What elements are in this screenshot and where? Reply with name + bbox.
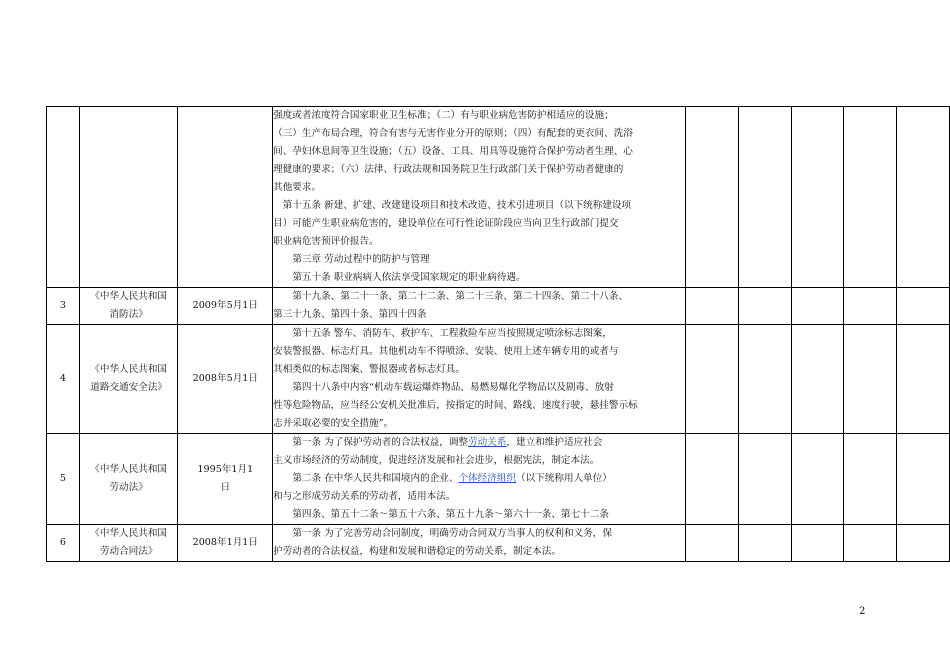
cell-effective-date: 2008年5月1日 xyxy=(178,325,273,434)
cell-clauses xyxy=(273,288,686,325)
clause-line: 强度或者浓度符合国家职业卫生标准；（二）有与职业病危害防护相适应的设施； xyxy=(273,110,614,121)
cell-empty xyxy=(791,434,844,525)
cell-number: 3 xyxy=(47,288,80,325)
cell-empty xyxy=(738,325,791,434)
clause-text: 第二条 在中华人民共和国境内的企业、 xyxy=(292,473,459,484)
law-name-line: 《中华人民共和国 xyxy=(90,364,168,375)
clause-line: 和与之形成劳动关系的劳动者，适用本法。 xyxy=(273,491,456,502)
clause-line: 理健康的要求；（六）法律、行政法规和国务院卫生行政部门关于保护劳动者健康的 xyxy=(273,164,624,175)
clause-line: 第十五条 新建、扩建、改建建设项目和技术改造、技术引进项目（以下统称建设项 xyxy=(282,200,632,211)
cell-empty xyxy=(844,107,897,288)
cell-law-name xyxy=(79,107,178,288)
cell-number: 4 xyxy=(47,325,80,434)
cell-empty xyxy=(844,434,897,525)
clause-line: 第五十条 职业病病人依法享受国家规定的职业病待遇。 xyxy=(292,272,526,283)
law-name-line: 消防法》 xyxy=(109,309,148,320)
cell-empty xyxy=(844,525,897,562)
table-row-5 xyxy=(47,434,950,525)
cell-effective-date: 2009年5月1日 xyxy=(178,288,273,325)
cell-clauses xyxy=(273,434,686,525)
individual-economic-org-link[interactable]: 个体经济组织 xyxy=(458,473,517,484)
cell-empty xyxy=(686,525,739,562)
clause-line: 其他要求。 xyxy=(273,182,322,193)
clause-line: 第三十九条、第四十条、第四十四条 xyxy=(273,309,427,320)
clause-line: （三）生产布局合理，符合有害与无害作业分开的原则；（四）有配套的更衣间、洗浴 xyxy=(273,128,633,139)
cell-empty xyxy=(897,107,950,288)
clause-line: 护劳动者的合法权益，构建和发展和谐稳定的劳动关系，制定本法。 xyxy=(273,546,561,557)
clause-line: 目）可能产生职业病危害的，建设单位在可行性论证阶段应当向卫生行政部门提交 xyxy=(273,218,619,229)
clause-line: 第一条 为了完善劳动合同制度，明确劳动合同双方当事人的权利和义务，保 xyxy=(292,528,612,539)
clause-line: 性等危险物品，应当经公安机关批准后，按指定的时间、路线、速度行驶，悬挂警示标 xyxy=(273,400,638,411)
cell-empty xyxy=(738,434,791,525)
cell-number xyxy=(47,107,80,288)
clause-line: 职业病危害预评价报告。 xyxy=(273,236,379,247)
cell-number: 6 xyxy=(47,525,80,562)
cell-effective-date xyxy=(178,107,273,288)
cell-empty xyxy=(686,434,739,525)
cell-law-name xyxy=(79,325,178,434)
cell-empty xyxy=(686,107,739,288)
date-line: 日 xyxy=(220,482,231,493)
cell-clauses xyxy=(273,325,686,434)
cell-empty xyxy=(686,325,739,434)
cell-clauses xyxy=(273,107,686,288)
clause-line xyxy=(273,434,685,452)
cell-empty xyxy=(897,325,950,434)
table-row-6 xyxy=(47,525,950,562)
clause-line: 其相类似的标志图案、警报器或者标志灯具。 xyxy=(273,364,465,375)
labor-relations-link[interactable]: 劳动关系 xyxy=(468,437,507,448)
clause-line: 第四十八条中内容“机动车载运爆炸物品、易燃易爆化学物品以及剧毒、放射 xyxy=(292,382,614,393)
clause-text: ，建立和维护适应社会 xyxy=(506,437,603,448)
cell-empty xyxy=(791,107,844,288)
cell-number: 5 xyxy=(47,434,80,525)
cell-empty xyxy=(897,288,950,325)
page-number: 2 xyxy=(859,606,866,617)
cell-law-name xyxy=(79,434,178,525)
cell-empty xyxy=(897,434,950,525)
table-row-2-cont xyxy=(47,107,950,288)
clause-text: （以下统称用人单位） xyxy=(516,473,612,484)
law-name-line: 劳动法》 xyxy=(109,482,148,493)
chapter-heading: 第三章 劳动过程中的防护与管理 xyxy=(292,254,430,265)
law-name-line: 《中华人民共和国 xyxy=(90,528,168,539)
clause-text: 第一条 为了保护劳动者的合法权益，调整 xyxy=(292,437,469,448)
cell-empty xyxy=(844,325,897,434)
clause-line: 第十九条、第二十一条、第二十二条、第二十三条、第二十四条、第二十八条、 xyxy=(292,291,629,302)
cell-empty xyxy=(738,525,791,562)
clause-line: 第十五条 警车、消防车、救护车、工程救险车应当按照规定喷涂标志图案， xyxy=(292,328,612,339)
law-name-line: 道路交通安全法》 xyxy=(90,382,168,393)
cell-empty xyxy=(897,525,950,562)
table-row-4 xyxy=(47,325,950,434)
table-row-3 xyxy=(47,288,950,325)
cell-empty xyxy=(844,288,897,325)
law-name-line: 《中华人民共和国 xyxy=(90,291,168,302)
cell-empty xyxy=(738,107,791,288)
cell-empty xyxy=(686,288,739,325)
cell-clauses xyxy=(273,525,686,562)
cell-empty xyxy=(791,525,844,562)
law-name-line: 《中华人民共和国 xyxy=(90,464,168,475)
law-name-line: 劳动合同法》 xyxy=(99,546,158,557)
clause-line: 主义市场经济的劳动制度，促进经济发展和社会进步，根据宪法，制定本法。 xyxy=(273,455,600,466)
clause-line: 间、孕妇休息间等卫生设施；（五）设备、工具、用具等设施符合保护劳动者生理、心 xyxy=(273,146,633,157)
cell-empty xyxy=(791,325,844,434)
clause-line xyxy=(273,470,685,488)
clause-line: 志并采取必要的安全措施”。 xyxy=(273,418,394,429)
cell-empty xyxy=(738,288,791,325)
cell-law-name xyxy=(79,525,178,562)
clause-line: 第四条、第五十二条～第五十六条、第五十九条～第六十一条、第七十二条 xyxy=(292,509,609,520)
clause-line: 安装警报器、标志灯具。其他机动车不得喷涂、安装、使用上述车辆专用的或者与 xyxy=(273,346,619,357)
cell-empty xyxy=(791,288,844,325)
cell-law-name xyxy=(79,288,178,325)
regulations-table xyxy=(46,106,950,562)
cell-effective-date xyxy=(178,434,273,525)
cell-effective-date: 2008年1月1日 xyxy=(178,525,273,562)
date-line: 1995年1月1 xyxy=(197,464,254,475)
